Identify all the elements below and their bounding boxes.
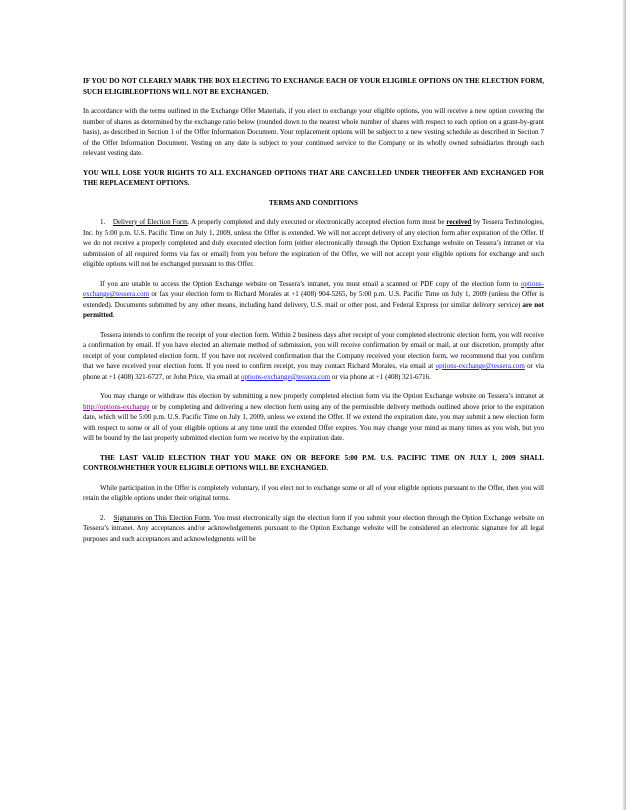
p2-text-a: If you are unable to access the Option Exchange website on Tessera’s intranet, you must email a scanned or PDF copy of the election form to — [100, 279, 521, 288]
section-1-title: Delivery of Election Form — [112, 218, 188, 226]
email-link[interactable]: options-exchange@tessera.com — [435, 362, 525, 370]
section-2-number: 2. — [100, 513, 106, 522]
section-1-text-a: . A properly completed and duly executed or electronically accepted election form must be — [187, 218, 447, 226]
section-2-text: . You must electronically sign the election form if you submit your election through the Option Exchange website on Tessera’s intranet. Any acceptances and/or acknowledgements pursuant to the Option Exchange website will be considered an electronic signature for all legal purposes and such acceptances and acknowledgments will be — [83, 513, 545, 543]
paragraph-confirm-receipt — [83, 330, 544, 383]
email-link[interactable]: options-exchange@tessera.com — [83, 279, 544, 298]
lose-rights-heading: YOU WILL LOSE YOUR RIGHTS TO ALL EXCHANGED OPTIONS THAT ARE CANCELLED UNDER THEOFFER AND EXCHANGED FOR THE REPLACEMENT OPTIONS. — [83, 168, 544, 187]
p2-text-c: . — [112, 311, 115, 319]
p3-text-a: Tessera intends to confirm the receipt of your election form. Within 2 business days after receipt of your completed electronic election form, you will receive a confirmation by email. If you have elected an alternate method of submission, you will receive confirmation by email or mail, at our discretion, promptly after receipt of your completed election form. If you have not received confirmation that the Company received your election form, we recommend that you confirm that we have received your election form. If you need to confirm receipt, you may contact Richard Morales, via email at — [83, 330, 544, 370]
p4-text-a: You may change or withdraw this election by submitting a new properly completed election form via the Option Exchange website on Tessera’s intranet at — [100, 392, 544, 400]
email-link[interactable]: options-exchange@tessera.com — [241, 372, 331, 381]
received-emphasis: received — [446, 218, 472, 226]
document-body — [83, 76, 544, 553]
section-1-number: 1. — [100, 218, 106, 226]
not-permitted-emphasis: are not permitted — [83, 300, 545, 319]
section-2-paragraph — [83, 513, 544, 545]
intranet-url-link[interactable]: http://options-exchange — [83, 402, 150, 411]
p4-text-b: or by completing and delivering a new election form using any of the permissible delivery methods outlined above prior to the expiration date, which will be 5:00 p.m. U.S. Pacific Time on July 1, 2009, unless we extend the Offer. If we extend the expiration date, you may submit a new election form with respect to some or all of your eligible options at any time until the extended Offer expires. You may change your mind as many times as you wish, but you will be bound by the last properly submitted election form we receive by the expiration date. — [83, 402, 544, 442]
section-2-title: Signatures on This Election Form — [113, 513, 210, 522]
paragraph-unable-access — [83, 279, 544, 321]
section-1-paragraph — [83, 217, 544, 270]
p3-text-c: or via phone at +1 (408) 321-6716. — [330, 372, 431, 381]
terms-heading: TERMS AND CONDITIONS — [269, 198, 358, 207]
p3-text-b: or via phone at +1 (408) 321-6727, or John Price, via email at — [83, 362, 544, 381]
p2-text-b: or fax your election form to Richard Morales at +1 (408) 904-5265, by 5:00 p.m. U.S. Pacific Time on July 1, 2009 (unless the Offer is extended). Documents submitted by any other means, including hand delivery, U.S. mail or other post, and Federal Express (or similar delivery service) — [83, 290, 544, 309]
section-1-text-b: by Tessera Technologies, Inc. by 5:00 p.m. U.S. Pacific Time on July 1, 2009, unless the Offer is extended. We will not accept delivery of any election form after expiration of the Offer. If we do not receive a properly completed and duly executed election form (either electronically through the Option Exchange website on Tessera’s intranet or via submission of all required forms via fax or email) from you before the expiration of the Offer, we will not accept your eligible options for exchange and such eligible options will not be exchanged pursuant to this Offer. — [83, 218, 545, 268]
paragraph-voluntary: While participation in the Offer is completely voluntary, if you elect not to exchange some or all of your eligible options pursuant to the Offer, then you will retain the eligible options under their original terms. — [83, 483, 544, 502]
last-valid-election-heading: THE LAST VALID ELECTION THAT YOU MAKE ON OR BEFORE 5:00 P.M. U.S. PACIFIC TIME ON JULY 1, 2009 SHALL CONTROLWHETHER YOUR ELIGIBLE OPTIONS WILL BE EXCHANGED. — [83, 453, 544, 472]
warning-heading: IF YOU DO NOT CLEARLY MARK THE BOX ELECTING TO EXCHANGE EACH OF YOUR ELIGIBLE OPTIONS ON THE ELECTION FORM, SUCH ELIGIBLEOPTIONS WILL NOT BE EXCHANGED. — [83, 77, 544, 96]
intro-paragraph: In accordance with the terms outlined in the Exchange Offer Materials, if you elect to exchange your eligible options, you will receive a new option covering the number of shares as determined by the exchange ratio below (rounded down to the nearest whole number of shares with respect to each option on a grant-by-grant basis), as described in Section 1 of the Offer Information Document. Your replacement options will be subject to a new vesting schedule as described in Section 7 of the Offer Information Document. Vesting on any date is subject to your continued service to the Company or its wholly owned subsidiaries through each relevant vesting date. — [83, 107, 544, 157]
page-edge-shadow — [622, 0, 626, 810]
paragraph-change-withdraw — [83, 391, 544, 444]
